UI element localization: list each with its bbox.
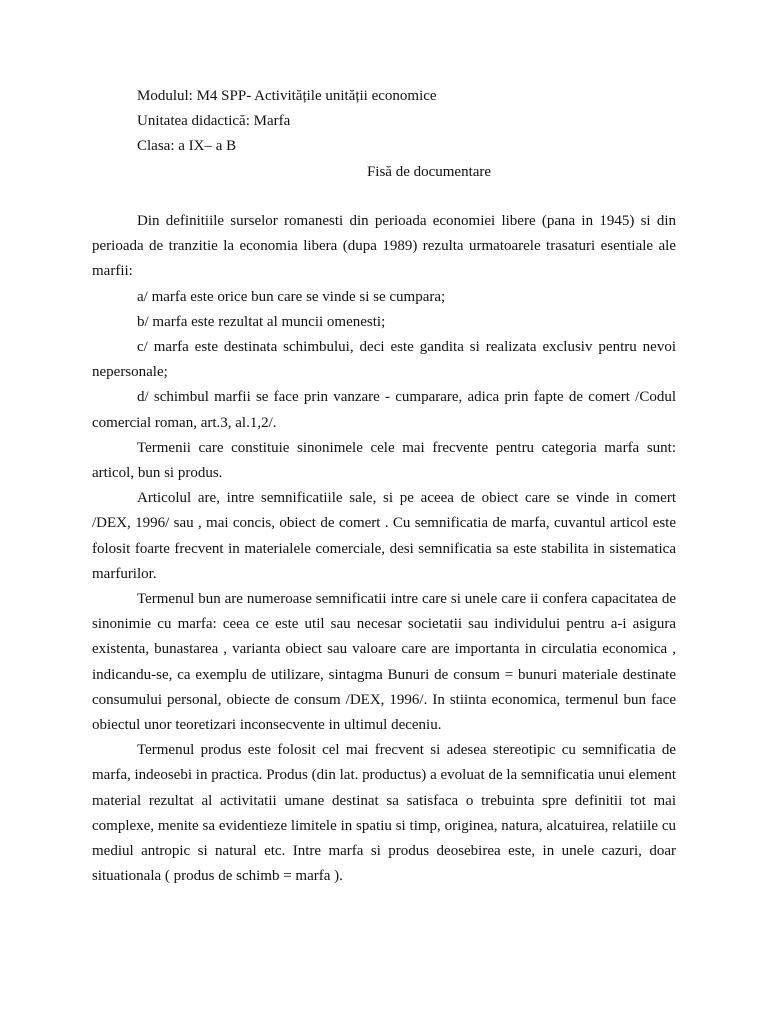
document-content <box>92 84 676 889</box>
document-body <box>92 209 676 889</box>
trait-a-paragraph: a/ marfa este orice bun care se vinde si se cumpara; <box>137 288 446 305</box>
product-paragraph: Termenul produs este folosit cel mai frecvent si adesea stereotipic cu semnificatia de marfa, indeosebi in practica. Produs (din lat. productus) a evoluat de la semnificatia unui element material rezultat al activitatii umane destinat sa satisfaca o trebuinta spre definitii tot mai complexe, menite sa evidentieze limitele in spatiu si timp, originea, natura, alcatuirea, relatiile cu mediul antropic si natural etc. Intre marfa si produs deosebirea este, in unele cazuri, doar situationala ( produs de schimb = marfa ). <box>92 742 676 885</box>
trait-d-paragraph: d/ schimbul marfii se face prin vanzare - cumparare, adica prin fapte de comert /Codul comercial roman, art.3, al.1,2/. <box>92 389 676 431</box>
trait-c-paragraph: c/ marfa este destinata schimbului, deci este gandita si realizata exclusiv pentru nevoi nepersonale; <box>92 339 676 381</box>
trait-b-paragraph: b/ marfa este rezultat al muncii omenesti; <box>137 313 386 330</box>
synonyms-paragraph: Termenii care constituie sinonimele cele mai frecvente pentru categoria marfa sunt: articol, bun si produs. <box>92 439 676 482</box>
module-line: Modulul: M4 SPP- Activitățile unității economice <box>137 88 437 104</box>
document-title: Fisă de documentare <box>366 164 492 180</box>
class-line: Clasa: a IX– a B <box>137 138 237 154</box>
didactic-unit-line: Unitatea didactică: Marfa <box>137 113 291 129</box>
article-paragraph: Articolul are, intre semnificatiile sale, si pe aceea de obiect care se vinde in comert /DEX, 1996/ sau , mai concis, obiect de comert . Cu semnificatia de marfa, cuvantul articol este folosit foarte frecvent in materialele comerciale, desi semnificatia sa este stabilita in sistematica marfurilor. <box>92 490 676 582</box>
good-paragraph: Termenul bun are numeroase semnificatii intre care si unele care ii confera capacitatea de sinonimie cu marfa: ceea ce este util sau necesar societatii sau individului pentru a-i asigura existenta, bunastarea , varianta obiect sau valoare care are importanta in circulatia economica , indicandu-se, ca exemplu de utilizare, sintagma Bunuri de consum = bunuri materiale destinate consumului personal, obiecte de consum /DEX, 1996/. In stiinta economica, termenul bun face obiectul unor teoretizari inconsecvente in ultimul deceniu. <box>92 591 676 734</box>
intro-paragraph: Din definitiile surselor romanesti din perioada economiei libere (pana in 1945) si din perioada de tranzitie la economia libera (dupa 1989) rezulta urmatoarele trasaturi esentiale ale marfii: <box>92 213 676 280</box>
